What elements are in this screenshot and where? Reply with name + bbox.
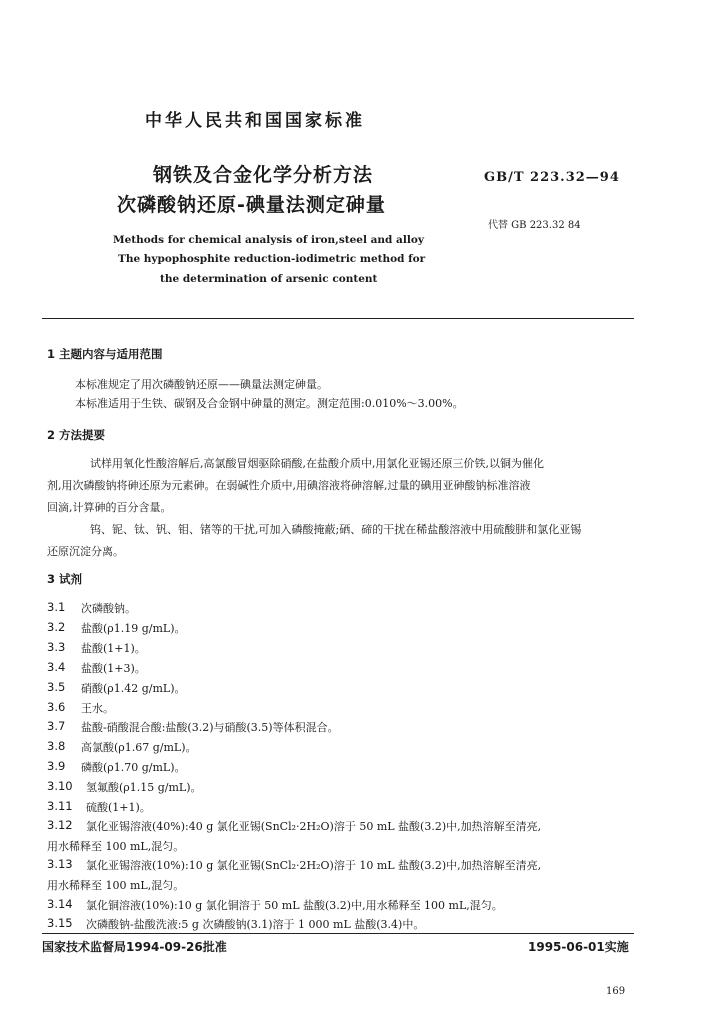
reagent-text: 硝酸(ρ1.42 g/mL)。 bbox=[81, 682, 186, 695]
reagent-text: 高氯酸(ρ1.67 g/mL)。 bbox=[81, 741, 197, 754]
reagent-number: 3.11 bbox=[47, 799, 73, 813]
document-title-line1: 钢铁及合金化学分析方法 bbox=[153, 164, 374, 186]
reagent-text: 盐酸-硝酸混合酸:盐酸(3.2)与硝酸(3.5)等体积混合。 bbox=[81, 721, 339, 734]
reagent-text: 次磷酸钠。 bbox=[81, 602, 136, 615]
reagent-number: 3.9 bbox=[47, 759, 66, 773]
footer-divider bbox=[42, 933, 634, 934]
standard-number: GB/T 223.32—94 bbox=[484, 170, 620, 185]
reagent-text: 盐酸(ρ1.19 g/mL)。 bbox=[81, 622, 186, 635]
reagent-number: 3.6 bbox=[47, 700, 66, 714]
header-divider bbox=[42, 318, 634, 319]
reagent-text: 硫酸(1+1)。 bbox=[86, 801, 151, 814]
document-title-line2: 次磷酸钠还原-碘量法测定砷量 bbox=[117, 194, 386, 216]
section-2-paragraph: 剂,用次磷酸钠将砷还原为元素砷。在弱碱性介质中,用碘溶液将砷溶解,过量的碘用亚砷酸钠标准溶液 bbox=[47, 479, 531, 492]
section-2-paragraph: 钨、铌、钛、钒、钼、锗等的干扰,可加入磷酸掩蔽;硒、碲的干扰在稀盐酸溶液中用硫酸肼和氯化亚锡 bbox=[90, 523, 582, 536]
section-1-paragraph: 本标准规定了用次磷酸钠还原——碘量法测定砷量。 bbox=[75, 378, 328, 391]
reagent-number: 3.14 bbox=[47, 897, 73, 911]
section-2-paragraph: 还原沉淀分离。 bbox=[47, 545, 124, 558]
reagent-number: 3.13 bbox=[47, 857, 73, 871]
reagent-number: 3.8 bbox=[47, 739, 66, 753]
section-3-heading: 3 试剂 bbox=[47, 572, 83, 586]
reagent-text: 氯化亚锡溶液(40%):40 g 氯化亚锡(SnCl₂·2H₂O)溶于 50 mL 盐酸(3.2)中,加热溶解至清亮, bbox=[86, 820, 542, 833]
reagent-text: 氯化铜溶液(10%):10 g 氯化铜溶于 50 mL 盐酸(3.2)中,用水稀释至 100 mL,混匀。 bbox=[86, 899, 503, 912]
approval-line: 国家技术监督局1994-09-26批准 bbox=[42, 940, 227, 954]
reagent-text: 磷酸(ρ1.70 g/mL)。 bbox=[81, 761, 186, 774]
effective-date: 1995-06-01实施 bbox=[528, 940, 629, 954]
section-1-paragraph: 本标准适用于生铁、碳钢及合金钢中砷量的测定。测定范围:0.010%～3.00%。 bbox=[75, 397, 464, 410]
page-number: 169 bbox=[606, 986, 626, 997]
section-2-paragraph: 回滴,计算砷的百分含量。 bbox=[47, 501, 172, 514]
english-title-line2: The hypophosphite reduction-iodimetric method for bbox=[118, 253, 426, 265]
section-2-heading: 2 方法提要 bbox=[47, 428, 106, 442]
reagent-number: 3.4 bbox=[47, 660, 66, 674]
national-standard-title: 中华人民共和国国家标准 bbox=[145, 111, 365, 131]
reagent-number: 3.10 bbox=[47, 779, 73, 793]
reagent-text: 次磷酸钠-盐酸洗液:5 g 次磷酸钠(3.1)溶于 1 000 mL 盐酸(3.4)中。 bbox=[86, 918, 425, 931]
reagent-text-continued: 用水稀释至 100 mL,混匀。 bbox=[47, 840, 185, 853]
reagent-number: 3.3 bbox=[47, 640, 66, 654]
reagent-text-continued: 用水稀释至 100 mL,混匀。 bbox=[47, 879, 185, 892]
section-1-heading: 1 主题内容与适用范围 bbox=[47, 347, 163, 361]
reagent-text: 盐酸(1+3)。 bbox=[81, 662, 146, 675]
reagent-number: 3.2 bbox=[47, 620, 66, 634]
english-title-line1: Methods for chemical analysis of iron,steel and alloy bbox=[113, 234, 424, 246]
reagent-number: 3.5 bbox=[47, 680, 66, 694]
reagent-text: 氯化亚锡溶液(10%):10 g 氯化亚锡(SnCl₂·2H₂O)溶于 10 mL 盐酸(3.2)中,加热溶解至清亮, bbox=[86, 859, 542, 872]
reagent-text: 氢氟酸(ρ1.15 g/mL)。 bbox=[86, 781, 202, 794]
reagent-number: 3.7 bbox=[47, 719, 66, 733]
reagent-text: 盐酸(1+1)。 bbox=[81, 642, 146, 655]
reagent-number: 3.1 bbox=[47, 600, 66, 614]
replaces-standard: 代替 GB 223.32 84 bbox=[488, 220, 581, 231]
reagent-number: 3.15 bbox=[47, 916, 73, 930]
english-title-line3: the determination of arsenic content bbox=[160, 273, 378, 285]
section-2-paragraph: 试样用氧化性酸溶解后,高氯酸冒烟驱除硝酸,在盐酸介质中,用氯化亚锡还原三价铁,以铜为催化 bbox=[90, 457, 544, 470]
reagent-number: 3.12 bbox=[47, 818, 73, 832]
reagent-text: 王水。 bbox=[81, 702, 114, 715]
